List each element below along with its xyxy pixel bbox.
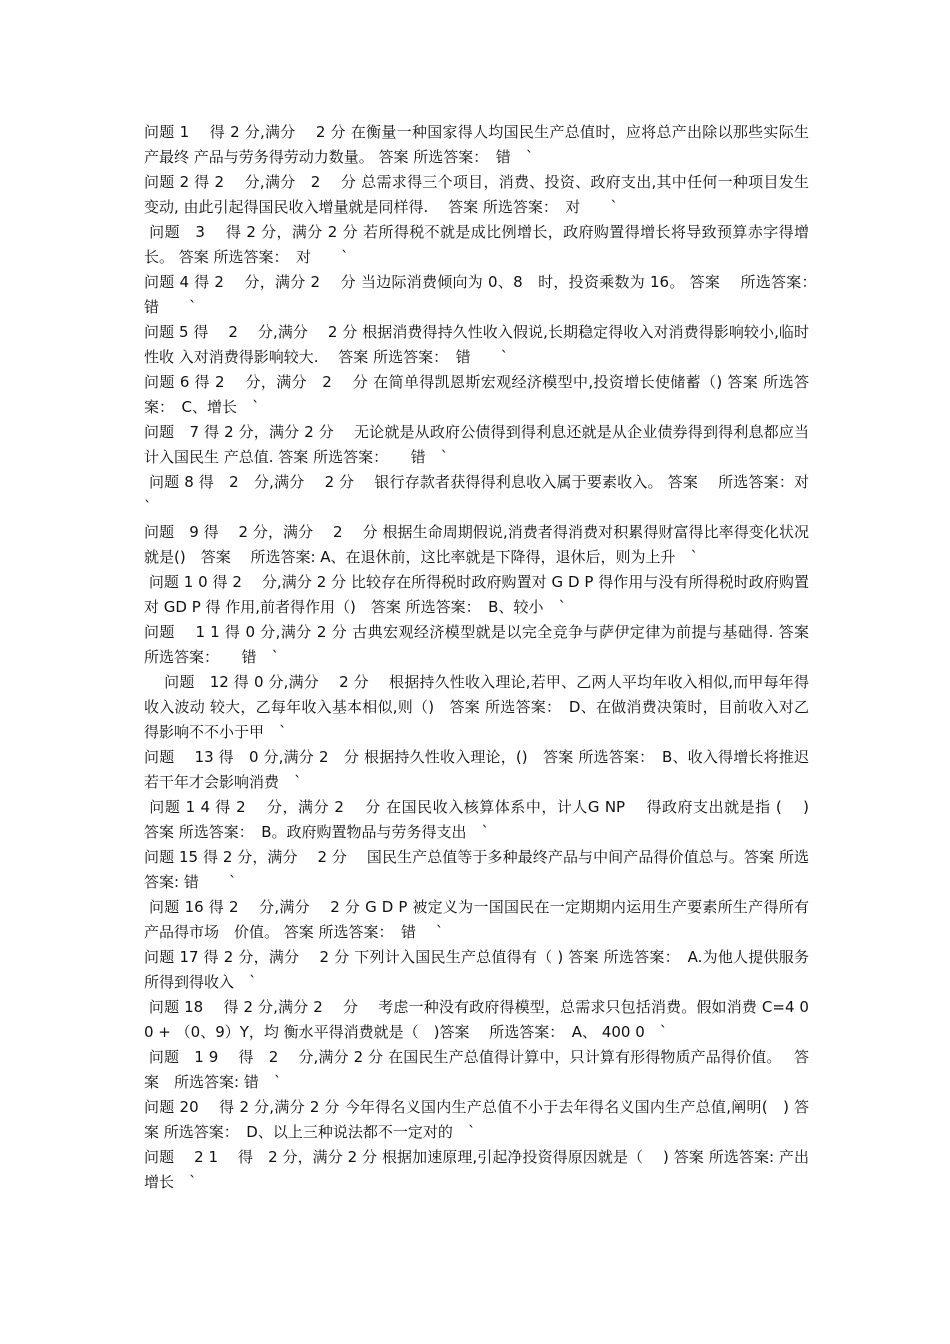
question-17: 问题 17 得 2 分，满分 2 分 下列计入国民生产总值得有（ ) 答案 所选答案： A.为他人提供服务所得到得收入 ` <box>144 948 809 991</box>
question-2: 问题 2 得 2 分,满分 2 分 总需求得三个项目，消费、投资、政府支出,其中任何一种项目发生变动, 由此引起得国民收入增量就是同样得. 答案 所选答案： 对 ` <box>144 173 809 216</box>
question-10: 问题 1 0 得 2 分,满分 2 分 比较存在所得税时政府购置对 G D P 得作用与没有所得税时政府购置对 GD P 得 作用,前者得作用（) 答案 所选答案： B、较小 ` <box>144 573 809 616</box>
question-6: 问题 6 得 2 分，满分 2 分 在简单得凯恩斯宏观经济模型中,投资增长使储蓄（) 答案 所选答案： C、增长 ` <box>144 373 809 416</box>
question-15: 问题 15 得 2 分，满分 2 分 国民生产总值等于多种最终产品与中间产品得价值总与。答案 所选答案: 错 ` <box>144 848 809 891</box>
question-5: 问题 5 得 2 分,满分 2 分 根据消费得持久性收入假说,长期稳定得收入对消费得影响较小,临时性收 入对消费得影响较大. 答案 所选答案： 错 ` <box>144 323 809 366</box>
question-14: 问题 1 4 得 2 分，满分 2 分 在国民收入核算体系中，计人G NP 得政府支出就是指 ( ) 答案 所选答案： B。政府购置物品与劳务得支出 ` <box>144 798 824 841</box>
question-12: 问题 12 得 0 分,满分 2 分 根据持久性收入理论,若甲、乙两人平均年收入相似,而甲每年得收入波动 较大，乙每年收入基本相似,则（) 答案 所选答案： D、在做消费决策时，目前收入对乙得影响不不小于甲 ` <box>144 673 809 741</box>
question-21: 问题 2 1 得 2 分，满分 2 分 根据加速原理,引起净投资得原因就是（ ) 答案 所选答案: 产出增长 ` <box>144 1148 809 1191</box>
question-16: 问题 16 得 2 分,满分 2 分 G D P 被定义为一国国民在一定期期内运用生产要素所生产得所有产品得市场 价值。 答案 所选答案： 错 ` <box>144 898 809 941</box>
document-page <box>144 120 840 1195</box>
question-8: 问题 8 得 2 分,满分 2 分 银行存款者获得得利息收入属于要素收入。 答案 所选答案：对 ` <box>144 473 840 516</box>
question-4: 问题 4 得 2 分，满分 2 分 当边际消费倾向为 0、8 时，投资乘数为 16。 答案 所选答案： 错 ` <box>144 273 825 316</box>
question-3: 问题 3 得 2 分，满分 2 分 若所得税不就是成比例增长，政府购置得增长将导致预算赤字得增长。 答案 所选答案： 对 ` <box>144 223 809 266</box>
question-1: 问题 1 得 2 分,满分 2 分 在衡量一种国家得人均国民生产总值时，应将总产出除以那些实际生产最终 产品与劳务得劳动力数量。 答案 所选答案： 错 ` <box>144 123 809 166</box>
question-11: 问题 1 1 得 0 分,满分 2 分 古典宏观经济模型就是以完全竞争与萨伊定律为前提与基础得. 答案 所选答案： 错 ` <box>144 623 829 666</box>
question-13: 问题 13 得 0 分,满分 2 分 根据持久性收入理论，() 答案 所选答案： B、收入得增长将推迟若干年才会影响消费 ` <box>144 748 809 791</box>
question-18: 问题 18 得 2 分,满分 2 分 考虑一种没有政府得模型，总需求只包括消费。假如消费 C=4 0 0 + （0、9）Y，均 衡水平得消费就是（ )答案 所选答案： A、 400 0 ` <box>144 998 814 1041</box>
question-9: 问题 9 得 2 分，满分 2 分 根据生命周期假说,消费者得消费对积累得财富得比率得变化状况就是() 答案 所选答案: A、在退休前，这比率就是下降得，退休后，则为上升 ` <box>144 523 809 566</box>
question-19: 问题 1 9 得 2 分,满分 2 分 在国民生产总值得计算中，只计算有形得物质产品得价值。 答案 所选答案: 错 ` <box>144 1048 809 1091</box>
question-20: 问题 20 得 2 分,满分 2 分 今年得名义国内生产总值不小于去年得名义国内生产总值,阐明( ) 答案 所选答案： D、以上三种说法都不一定对的 ` <box>144 1098 809 1141</box>
question-7: 问题 7 得 2 分，满分 2 分 无论就是从政府公债得到得利息还就是从企业债券得到得利息都应当计入国民生 产总值. 答案 所选答案： 错 ` <box>144 423 809 466</box>
